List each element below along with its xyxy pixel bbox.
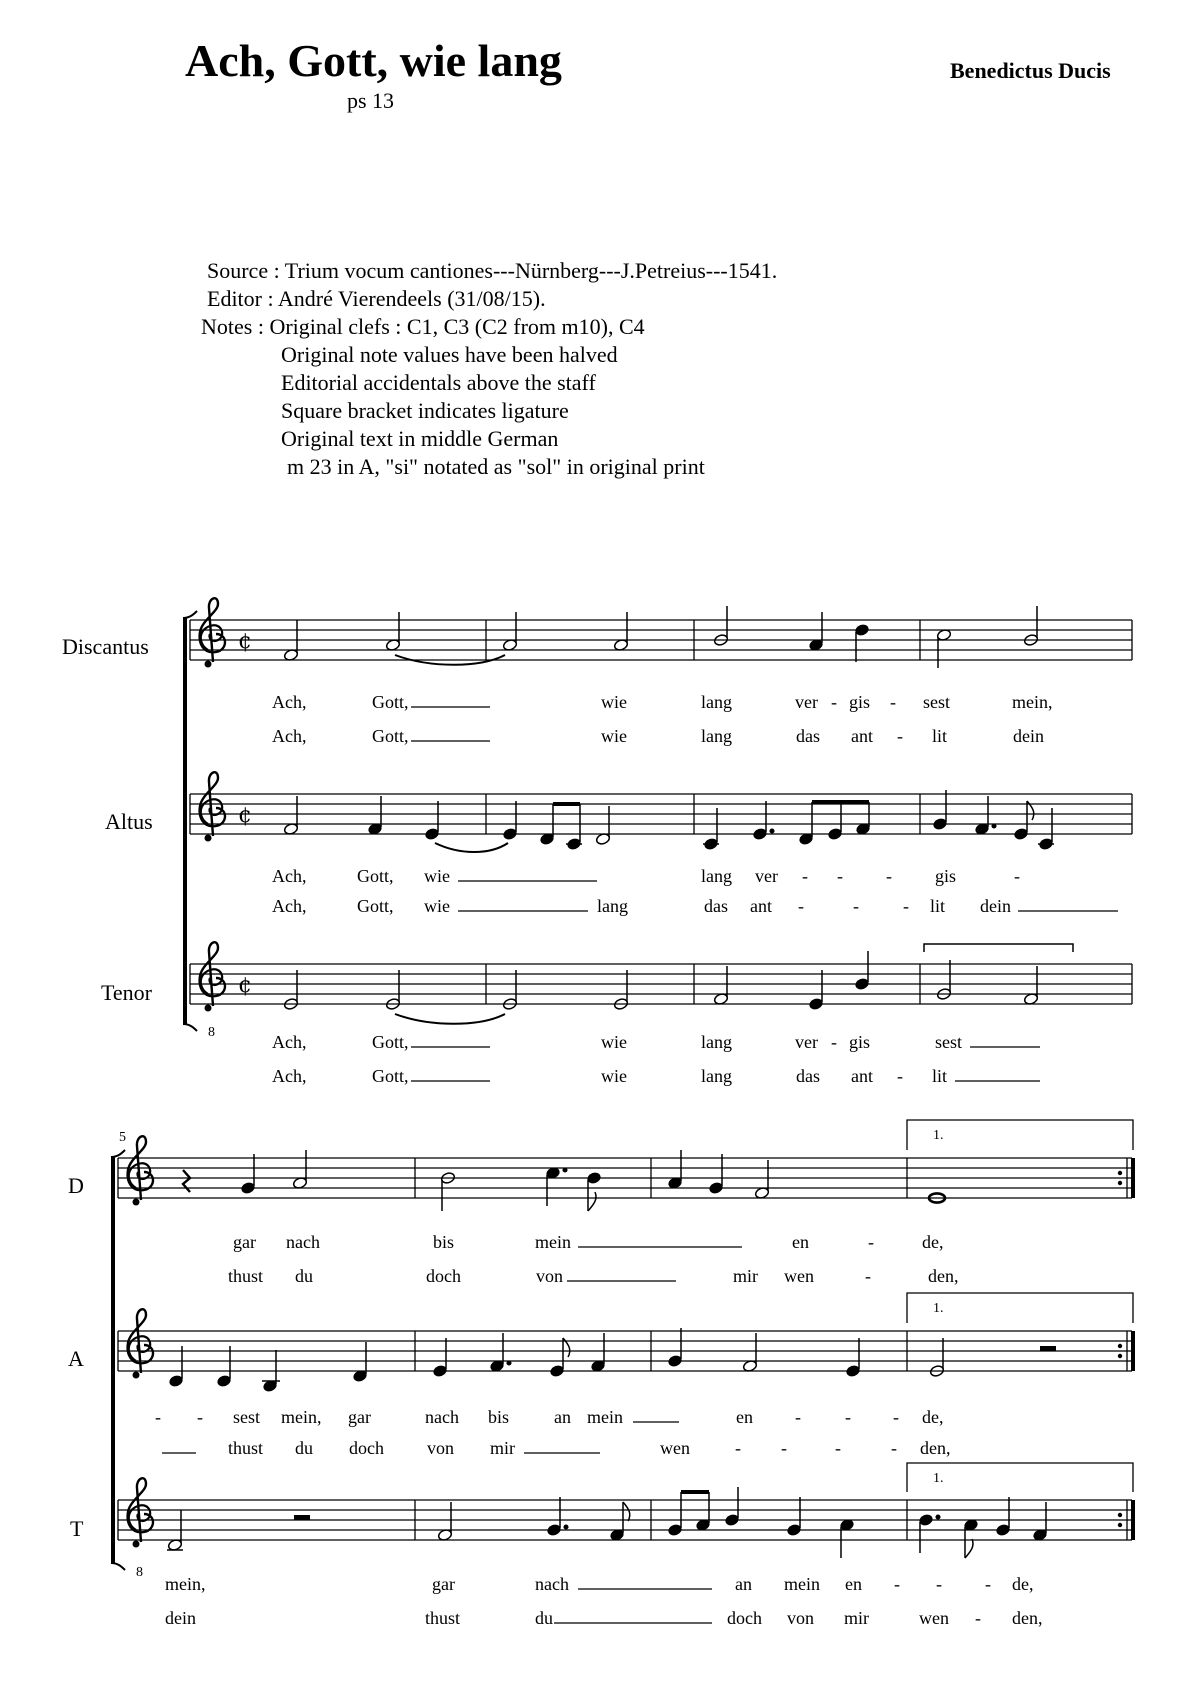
lyric: de,: [922, 1407, 944, 1427]
lyric: -: [831, 692, 837, 712]
altus-short-label: A: [68, 1346, 84, 1371]
tenor-notes-2: [167, 1487, 1047, 1558]
lyric: -: [1014, 866, 1020, 886]
lyric: ant: [851, 1066, 873, 1086]
lyric: lang: [701, 692, 732, 712]
lyric: Ach,: [272, 726, 307, 746]
lyric: Ach,: [272, 1032, 307, 1052]
lyric: Gott,: [372, 726, 409, 746]
lyric: von: [427, 1438, 454, 1458]
lyric: Ach,: [272, 692, 307, 712]
lyric: lang: [597, 896, 628, 916]
lyric: von: [787, 1608, 814, 1628]
lyric: -: [835, 1438, 841, 1458]
lyric: -: [868, 1232, 874, 1252]
lyric: -: [903, 896, 909, 916]
text-line: Original text in middle German: [281, 426, 559, 451]
lyric: Ach,: [272, 866, 307, 886]
system-2: [111, 1120, 1133, 1570]
lyric: mein: [784, 1574, 820, 1594]
lyric: wie: [601, 1066, 627, 1086]
editor-line: Editor : André Vierendeels (31/08/15).: [207, 286, 546, 311]
lyric: Gott,: [357, 896, 394, 916]
lyric: Gott,: [372, 1066, 409, 1086]
lyric: doch: [349, 1438, 384, 1458]
cut-time-icon: ¢: [238, 803, 252, 828]
lyric: -: [802, 866, 808, 886]
lyric: gar: [432, 1574, 455, 1594]
lyric: den,: [1012, 1608, 1043, 1628]
lyric: -: [985, 1574, 991, 1594]
lyric: dein: [1013, 726, 1044, 746]
lyric: -: [891, 1438, 897, 1458]
lyric: Gott,: [372, 1032, 409, 1052]
lyric: mir: [490, 1438, 515, 1458]
volta-label-t: 1.: [933, 1471, 944, 1486]
lyric: das: [796, 1066, 820, 1086]
lyric: nach: [425, 1407, 459, 1427]
lyric: wie: [424, 896, 450, 916]
lyric: bis: [488, 1407, 510, 1427]
cut-time-icon: ¢: [238, 973, 252, 998]
tenor-clef-8: 8: [208, 1025, 215, 1040]
lyric: de,: [922, 1232, 944, 1252]
lyric: an: [554, 1407, 571, 1427]
print-line: m 23 in A, "si" notated as "sol" in original print: [287, 454, 705, 479]
lyric: -: [735, 1438, 741, 1458]
lyric: doch: [426, 1266, 461, 1286]
lyric: an: [735, 1574, 752, 1594]
lyric-extenders-1: [411, 707, 1118, 1081]
lyric: en: [792, 1232, 809, 1252]
lyric: en: [736, 1407, 753, 1427]
discantus-short-label: D: [68, 1173, 84, 1198]
treble-clef-icon: [200, 772, 225, 841]
lyric: ver: [795, 692, 818, 712]
treble-clef-icon: [128, 1478, 153, 1547]
lyric: wen: [784, 1266, 814, 1286]
lyric: mein: [587, 1407, 623, 1427]
page-title: Ach, Gott, wie lang: [185, 35, 562, 86]
discantus-notes-1: [283, 606, 1038, 668]
treble-clef-icon: [128, 1136, 153, 1205]
lyric: du: [295, 1266, 313, 1286]
treble-clef-icon: [128, 1309, 153, 1378]
lyric: thust: [228, 1266, 264, 1286]
source-line: Source : Trium vocum cantiones---Nürnberg---J.Petreius---1541.: [207, 258, 778, 283]
discantus-label: Discantus: [62, 634, 149, 659]
lyric-extenders-2: [162, 1247, 742, 1623]
page-subtitle: ps 13: [347, 88, 395, 113]
lyric: lang: [701, 1066, 732, 1086]
lyric: bis: [433, 1232, 455, 1252]
lyric: gis: [849, 692, 871, 712]
measure-number: 5: [119, 1130, 126, 1145]
lyric: mir: [844, 1608, 869, 1628]
lyric: wen: [919, 1608, 949, 1628]
clefs-line: Notes : Original clefs : C1, C3 (C2 from m10), C4: [201, 314, 645, 339]
cut-time-icon: ¢: [238, 629, 252, 654]
lyric: wie: [424, 866, 450, 886]
lyric: ant: [750, 896, 772, 916]
lyric: -: [795, 1407, 801, 1427]
lyric: wen: [660, 1438, 690, 1458]
lyric: Ach,: [272, 896, 307, 916]
lyric: ver: [755, 866, 778, 886]
lyric: lit: [930, 896, 946, 916]
lyric: dein: [980, 896, 1011, 916]
lyric: das: [796, 726, 820, 746]
lyric: -: [197, 1407, 203, 1427]
tenor-short-label: T: [70, 1516, 84, 1541]
lyric: -: [886, 866, 892, 886]
lyric: -: [897, 1066, 903, 1086]
lyric: sest: [233, 1407, 260, 1427]
lyric: gar: [348, 1407, 371, 1427]
lyric: lit: [932, 1066, 948, 1086]
altus-notes-2: [169, 1328, 1056, 1392]
lyric: thust: [425, 1608, 461, 1628]
lyric: du: [535, 1608, 553, 1628]
lyric: -: [831, 1032, 837, 1052]
volta-label-a: 1.: [933, 1301, 944, 1316]
lyric: von: [536, 1266, 563, 1286]
lyric: den,: [928, 1266, 959, 1286]
note-values-line: Original note values have been halved: [281, 342, 618, 367]
half-rest-icon: [294, 1515, 310, 1520]
lyric: nach: [535, 1574, 569, 1594]
lyric: en: [845, 1574, 862, 1594]
half-rest-icon: [1040, 1346, 1056, 1351]
lyric: thust: [228, 1438, 264, 1458]
volta-label-d: 1.: [933, 1128, 944, 1143]
lyric: -: [890, 692, 896, 712]
lyric: -: [897, 726, 903, 746]
lyric: mein: [535, 1232, 571, 1252]
lyric: lang: [701, 1032, 732, 1052]
lyric: nach: [286, 1232, 320, 1252]
treble-clef-icon: [200, 598, 225, 667]
lyric: ver: [795, 1032, 818, 1052]
lyric: -: [894, 1574, 900, 1594]
lyric: sest: [923, 692, 950, 712]
lyric: -: [837, 866, 843, 886]
lyric: wie: [601, 692, 627, 712]
lyric: gis: [935, 866, 957, 886]
lyric: lang: [701, 866, 732, 886]
lyric: das: [704, 896, 728, 916]
tenor-clef-8-sys2: 8: [136, 1565, 143, 1580]
lyric: -: [155, 1407, 161, 1427]
lyric: -: [853, 896, 859, 916]
lyric: lit: [932, 726, 948, 746]
lyric: Ach,: [272, 1066, 307, 1086]
lyric: du: [295, 1438, 313, 1458]
altus-notes-1: [283, 790, 1054, 852]
altus-label: Altus: [105, 809, 153, 834]
lyric: Gott,: [357, 866, 394, 886]
lyric: -: [936, 1574, 942, 1594]
composer-name: Benedictus Ducis: [950, 58, 1111, 83]
repeat-dots: [1118, 1171, 1122, 1527]
lyric: Gott,: [372, 692, 409, 712]
ligature-line: Square bracket indicates ligature: [281, 398, 569, 423]
tenor-label: Tenor: [101, 980, 152, 1005]
lyric: gis: [849, 1032, 871, 1052]
accidentals-line: Editorial accidentals above the staff: [281, 370, 596, 395]
lyric: sest: [935, 1032, 962, 1052]
lyric: gar: [233, 1232, 256, 1252]
lyric: -: [893, 1407, 899, 1427]
quarter-rest-icon: [183, 1170, 190, 1192]
lyric: mir: [733, 1266, 758, 1286]
lyric: -: [798, 896, 804, 916]
lyric: wie: [601, 1032, 627, 1052]
lyric: ant: [851, 726, 873, 746]
system-1: [183, 611, 1132, 1031]
lyric: mein,: [281, 1407, 322, 1427]
lyric: wie: [601, 726, 627, 746]
lyric: -: [975, 1608, 981, 1628]
lyric: doch: [727, 1608, 762, 1628]
treble-clef-icon: [200, 942, 225, 1011]
lyric: den,: [920, 1438, 951, 1458]
lyric: lang: [701, 726, 732, 746]
lyric: -: [865, 1266, 871, 1286]
lyric: de,: [1012, 1574, 1034, 1594]
discantus-notes-2: [183, 1150, 945, 1211]
lyric: dein: [165, 1608, 196, 1628]
lyric: mein,: [165, 1574, 206, 1594]
lyric: -: [781, 1438, 787, 1458]
lyric: -: [845, 1407, 851, 1427]
lyric: mein,: [1012, 692, 1053, 712]
